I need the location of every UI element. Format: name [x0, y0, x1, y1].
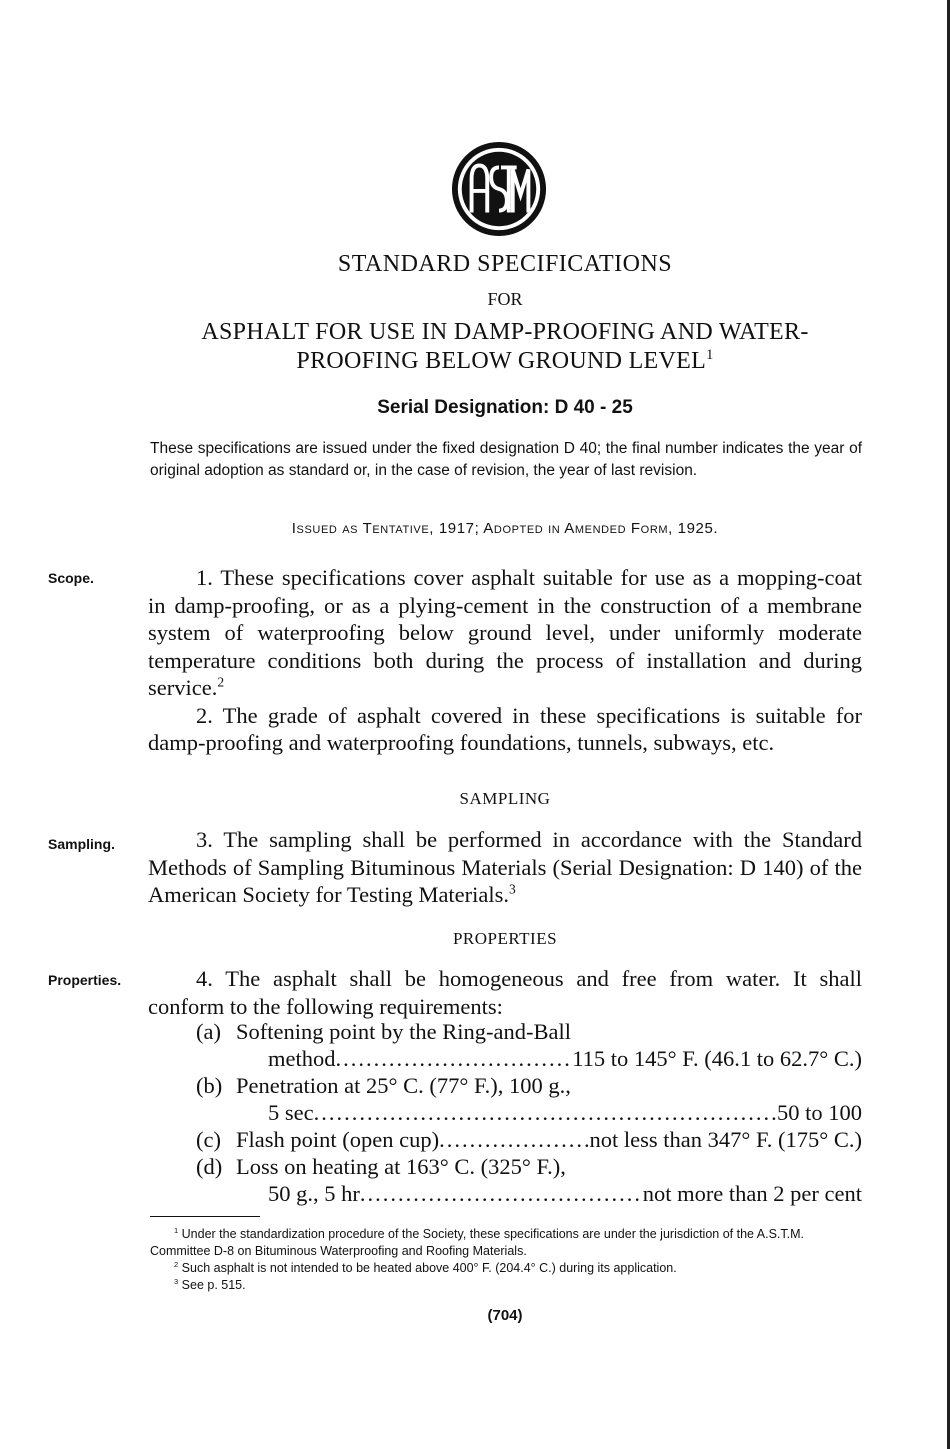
requirement-b — [148, 1072, 862, 1099]
page-number: (704) — [487, 1307, 523, 1324]
requirement-d — [148, 1153, 862, 1180]
requirement-value: not less than 347° F. (175° C.) — [589, 1127, 862, 1152]
astm-logo — [450, 140, 548, 238]
serial-designation: Serial Designation: D 40 - 25 — [377, 397, 633, 418]
requirement-text: Flash point (open cup) — [236, 1127, 440, 1152]
requirement-text: Softening point by the Ring-and-Ball — [236, 1019, 571, 1044]
sampling-section — [148, 826, 862, 909]
subtitle-line-2: PROOFING BELOW GROUND LEVEL — [296, 348, 707, 374]
requirement-text: Penetration at 25° C. (77° F.), 100 g., — [236, 1073, 571, 1098]
leader-dots — [439, 1126, 589, 1153]
footnote-2 — [150, 1260, 862, 1277]
requirement-value: not more than 2 per cent — [642, 1181, 862, 1206]
subtitle-line-1: ASPHALT FOR USE IN DAMP-PROOFING AND WATER- — [201, 319, 809, 345]
paragraph-3-text: 3. The sampling shall be performed in accordance with the Standard Methods of Sampling Bituminous Materials (Serial Designation: D 140) of the American Society for Testing Materials. — [148, 827, 862, 907]
requirement-text: method — [268, 1046, 336, 1071]
paragraph-3 — [148, 826, 862, 909]
footnote-mark: 3 — [174, 1276, 179, 1286]
footnote-ref: 3 — [509, 881, 516, 897]
requirement-label: (a) — [196, 1019, 221, 1044]
requirement-a — [148, 1018, 862, 1045]
requirement-text: 50 g., 5 hr — [268, 1181, 360, 1206]
requirement-b-cont — [148, 1099, 862, 1126]
for-word: FOR — [487, 289, 523, 309]
sampling-heading: SAMPLING — [459, 789, 551, 808]
page-title: STANDARD SPECIFICATIONS — [337, 251, 673, 277]
margin-note-sampling: Sampling. — [48, 836, 115, 852]
paragraph-1-text: 1. These specifications cover asphalt suitable for use as a mopping-coat in damp-proofing, or as a plying-cement in the construction of a membrane system of waterproofing below ground level, under uniformly moderate temperature conditions both during the process of installation and during service. — [148, 565, 862, 700]
requirement-value: 50 to 100 — [776, 1100, 862, 1125]
paragraph-1 — [148, 564, 862, 702]
paragraph-2: 2. The grade of asphalt covered in these specifications is suitable for damp-proofing and waterproofing foundations, tunnels, subways, etc. — [148, 702, 862, 755]
footnote-rule — [150, 1216, 260, 1217]
footnote-text: Under the standardization procedure of the Society, these specifications are under the jurisdiction of the A.S.T.M. Committee D-8 on Bituminous Waterproofing and Roofing Materials. — [150, 1227, 804, 1258]
requirement-label: (d) — [196, 1154, 223, 1179]
issued-line: Issued as Tentative, 1917; Adopted in Amended Form, 1925. — [291, 520, 719, 537]
properties-section — [148, 965, 862, 1020]
footnote-ref: 2 — [217, 674, 225, 690]
subtitle — [150, 318, 860, 376]
requirement-a-cont — [148, 1045, 862, 1072]
requirements-list — [148, 1018, 862, 1207]
requirement-d-cont — [148, 1180, 862, 1207]
leader-dots — [360, 1180, 643, 1207]
footnote-3 — [150, 1277, 862, 1294]
footnote-text: See p. 515. — [181, 1278, 246, 1292]
margin-note-properties: Properties. — [48, 972, 122, 988]
designation-note: These specifications are issued under the fixed designation D 40; the final number indicates the year of original adoption as standard or, in the case of revision, the year of last revision. — [150, 440, 862, 479]
requirement-label: (c) — [196, 1127, 221, 1152]
leader-dots — [314, 1099, 777, 1126]
footnote-ref: 1 — [706, 347, 714, 363]
footnote-mark: 1 — [174, 1225, 179, 1235]
requirement-value: 115 to 145° F. (46.1 to 62.7° C.) — [572, 1046, 862, 1071]
footnote-1 — [150, 1226, 862, 1260]
margin-note-scope: Scope. — [48, 570, 94, 586]
footnote-text: Such asphalt is not intended to be heated above 400° F. (204.4° C.) during its application. — [181, 1261, 677, 1275]
footnotes — [150, 1226, 862, 1294]
requirement-c — [148, 1126, 862, 1153]
properties-heading: PROPERTIES — [452, 929, 558, 948]
scope-section — [148, 564, 862, 757]
requirement-text: Loss on heating at 163° C. (325° F.), — [236, 1154, 566, 1179]
requirement-label: (b) — [196, 1073, 223, 1098]
leader-dots — [336, 1045, 573, 1072]
paragraph-4: 4. The asphalt shall be homogeneous and free from water. It shall conform to the following requirements: — [148, 966, 862, 1019]
requirement-text: 5 sec — [268, 1100, 314, 1125]
footnote-mark: 2 — [174, 1259, 179, 1269]
